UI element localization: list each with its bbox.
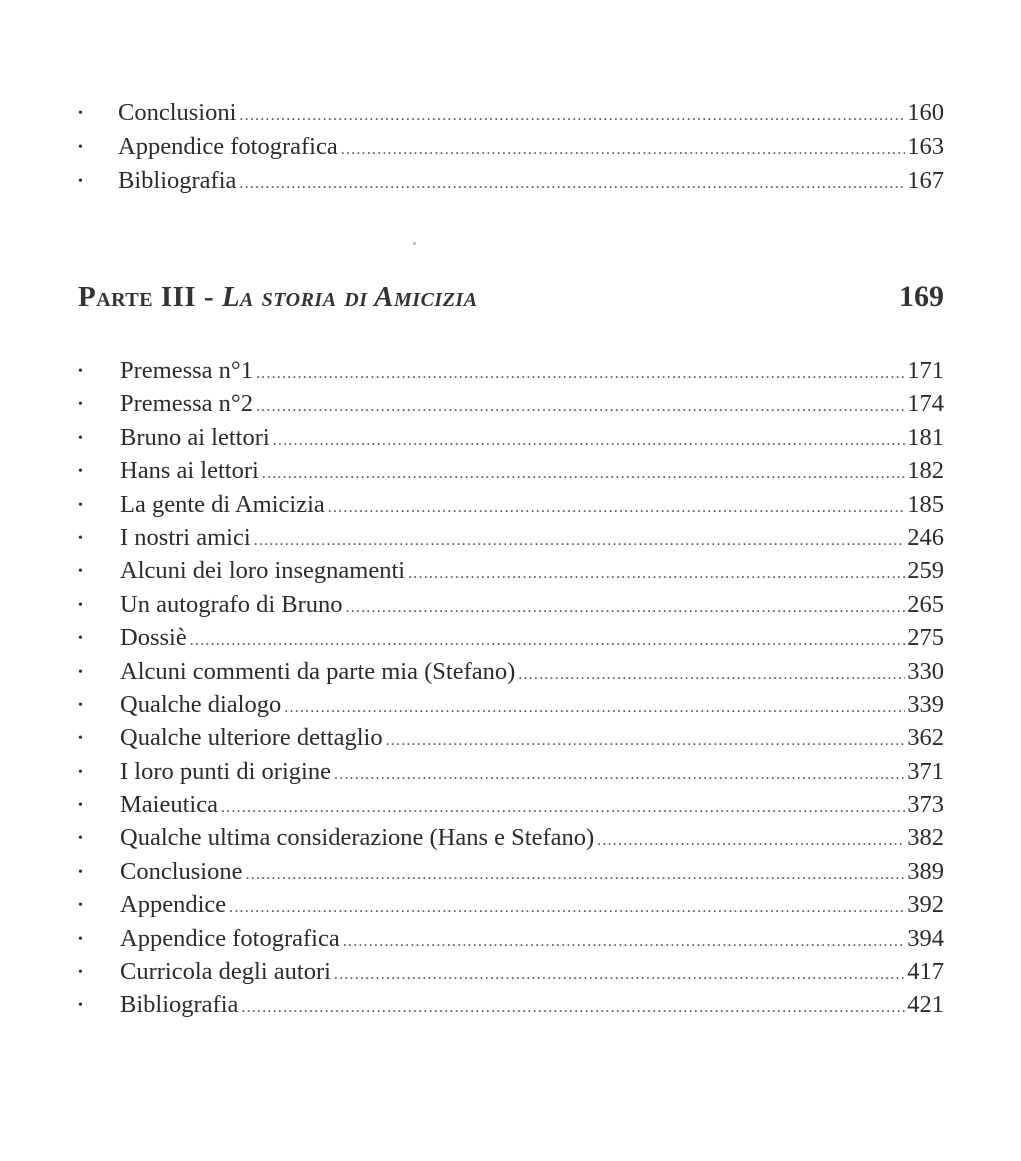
bullet-icon: • xyxy=(78,430,83,446)
toc-entry[interactable] xyxy=(78,821,944,854)
toc-entry[interactable] xyxy=(78,387,944,420)
bullet-icon: • xyxy=(78,731,83,747)
toc-entry-title: Bibliografia xyxy=(118,167,237,194)
toc-entry-page: 163 xyxy=(907,133,944,160)
dot-leader xyxy=(597,824,905,857)
dot-leader xyxy=(334,958,905,991)
dot-leader xyxy=(346,591,906,624)
dot-leader xyxy=(262,457,905,490)
toc-entry[interactable] xyxy=(78,655,944,688)
bullet-icon: • xyxy=(78,831,83,847)
toc-entry-page: 392 xyxy=(907,891,944,919)
bullet-icon: • xyxy=(78,140,83,155)
toc-entry-title: Qualche ulteriore dettaglio xyxy=(120,724,383,752)
part-page-number: 169 xyxy=(899,280,944,313)
toc-entry-title: Premessa n°2 xyxy=(120,390,253,418)
bullet-icon: • xyxy=(78,364,83,379)
toc-entry-page: 394 xyxy=(907,924,944,952)
toc-entry-page: 171 xyxy=(907,357,944,384)
bullet-icon: • xyxy=(78,397,83,413)
toc-entry-title: Hans ai lettori xyxy=(120,457,259,485)
dot-leader xyxy=(273,424,906,457)
dot-leader xyxy=(328,491,905,524)
toc-entry[interactable] xyxy=(78,354,944,387)
bullet-icon: • xyxy=(78,106,83,121)
toc-entry[interactable] xyxy=(78,688,944,721)
toc-entry-page: 330 xyxy=(907,657,944,685)
toc-entry[interactable] xyxy=(78,588,944,621)
toc-entry-page: 174 xyxy=(907,390,944,418)
bullet-icon: • xyxy=(78,931,83,947)
dot-leader xyxy=(221,791,905,824)
bullet-icon: • xyxy=(78,898,83,914)
toc-entry-title: Qualche dialogo xyxy=(120,690,282,718)
bullet-icon: • xyxy=(78,664,83,680)
dot-leader xyxy=(190,624,906,657)
dot-leader xyxy=(386,724,906,757)
toc-entry-title: I nostri amici xyxy=(120,523,251,551)
toc-entry-title: Appendice xyxy=(120,891,227,919)
toc-entry-page: 339 xyxy=(907,690,944,718)
toc-entry-title: Maieutica xyxy=(120,791,218,819)
dot-leader xyxy=(246,858,906,891)
print-speck xyxy=(413,242,416,245)
bullet-icon: • xyxy=(78,998,83,1014)
dot-leader xyxy=(256,390,905,423)
toc-entry-title: Conclusioni xyxy=(118,99,237,126)
dot-leader xyxy=(241,991,905,1024)
dot-leader xyxy=(341,133,906,167)
toc-entry[interactable] xyxy=(78,955,944,988)
toc-entry-title: Qualche ultima considerazione (Hans e Stefano) xyxy=(120,824,595,852)
toc-entry[interactable] xyxy=(78,488,944,521)
toc-entry-page: 181 xyxy=(907,423,944,451)
toc-entry-title: Bruno ai lettori xyxy=(120,423,270,451)
toc-entry[interactable] xyxy=(78,922,944,955)
toc-entry-title: Alcuni commenti da parte mia (Stefano) xyxy=(120,657,516,685)
dot-leader xyxy=(334,758,905,791)
toc-entry[interactable] xyxy=(78,855,944,888)
toc-entry-title: Premessa n°1 xyxy=(120,357,253,384)
bullet-icon: • xyxy=(78,864,83,880)
toc-entry-page: 417 xyxy=(907,958,944,986)
toc-entry[interactable] xyxy=(78,130,944,164)
toc-entry-title: Appendice fotografica xyxy=(120,924,340,952)
toc-entry-page: 259 xyxy=(907,557,944,585)
bullet-icon: • xyxy=(78,174,83,189)
toc-entry-page: 246 xyxy=(907,523,944,551)
bullet-icon: • xyxy=(78,564,83,580)
toc-entry-page: 382 xyxy=(907,824,944,852)
part-title xyxy=(78,281,478,314)
toc-entry[interactable] xyxy=(78,164,944,198)
bullet-icon: • xyxy=(78,764,83,780)
part-subtitle: La storia di Amicizia xyxy=(221,281,478,313)
part-heading[interactable] xyxy=(78,280,944,314)
toc-entry-title: Conclusione xyxy=(120,857,243,885)
dot-leader xyxy=(284,691,905,724)
bullet-icon: • xyxy=(78,965,83,981)
toc-entry-title: I loro punti di origine xyxy=(120,757,331,785)
bullet-icon: • xyxy=(78,497,83,513)
toc-list-top xyxy=(78,96,944,198)
bullet-icon: • xyxy=(78,798,83,814)
toc-entry-title: La gente di Amicizia xyxy=(120,490,325,518)
dot-leader xyxy=(239,167,905,201)
toc-list-main xyxy=(78,354,944,1022)
toc-entry-page: 371 xyxy=(907,757,944,785)
toc-entry-page: 275 xyxy=(907,624,944,652)
toc-entry-page: 421 xyxy=(907,991,944,1019)
dot-leader xyxy=(239,99,905,133)
bullet-icon: • xyxy=(78,597,83,613)
toc-entry[interactable] xyxy=(78,721,944,754)
dot-leader xyxy=(256,357,905,390)
toc-entry[interactable] xyxy=(78,755,944,788)
bullet-icon: • xyxy=(78,464,83,480)
toc-entry-page: 167 xyxy=(907,167,944,194)
toc-entry[interactable] xyxy=(78,454,944,487)
toc-entry[interactable] xyxy=(78,554,944,587)
bullet-icon: • xyxy=(78,697,83,713)
toc-entry-page: 265 xyxy=(907,590,944,618)
toc-entry[interactable] xyxy=(78,421,944,454)
toc-entry-title: Dossiè xyxy=(120,624,187,652)
toc-entry[interactable] xyxy=(78,521,944,554)
toc-entry-page: 362 xyxy=(907,724,944,752)
dot-leader xyxy=(518,658,905,691)
toc-entry[interactable] xyxy=(78,621,944,654)
dot-leader xyxy=(343,925,906,958)
toc-entry-title: Curricola degli autori xyxy=(120,958,331,986)
toc-entry-page: 389 xyxy=(907,857,944,885)
toc-entry-page: 373 xyxy=(907,791,944,819)
toc-entry-title: Alcuni dei loro insegnamenti xyxy=(120,557,406,585)
toc-entry[interactable] xyxy=(78,96,944,130)
dot-leader xyxy=(408,557,905,590)
part-label: Parte III - xyxy=(78,281,222,313)
dot-leader xyxy=(229,891,905,924)
toc-entry[interactable] xyxy=(78,888,944,921)
toc-entry-page: 185 xyxy=(907,490,944,518)
dot-leader xyxy=(254,524,906,557)
bullet-icon: • xyxy=(78,530,83,546)
toc-entry[interactable] xyxy=(78,788,944,821)
toc-entry-title: Un autografo di Bruno xyxy=(120,590,343,618)
toc-entry-page: 182 xyxy=(907,457,944,485)
toc-entry-title: Appendice fotografica xyxy=(118,133,338,160)
toc-entry-title: Bibliografia xyxy=(120,991,239,1019)
toc-entry[interactable] xyxy=(78,988,944,1021)
toc-entry-page: 160 xyxy=(907,99,944,126)
bullet-icon: • xyxy=(78,631,83,647)
